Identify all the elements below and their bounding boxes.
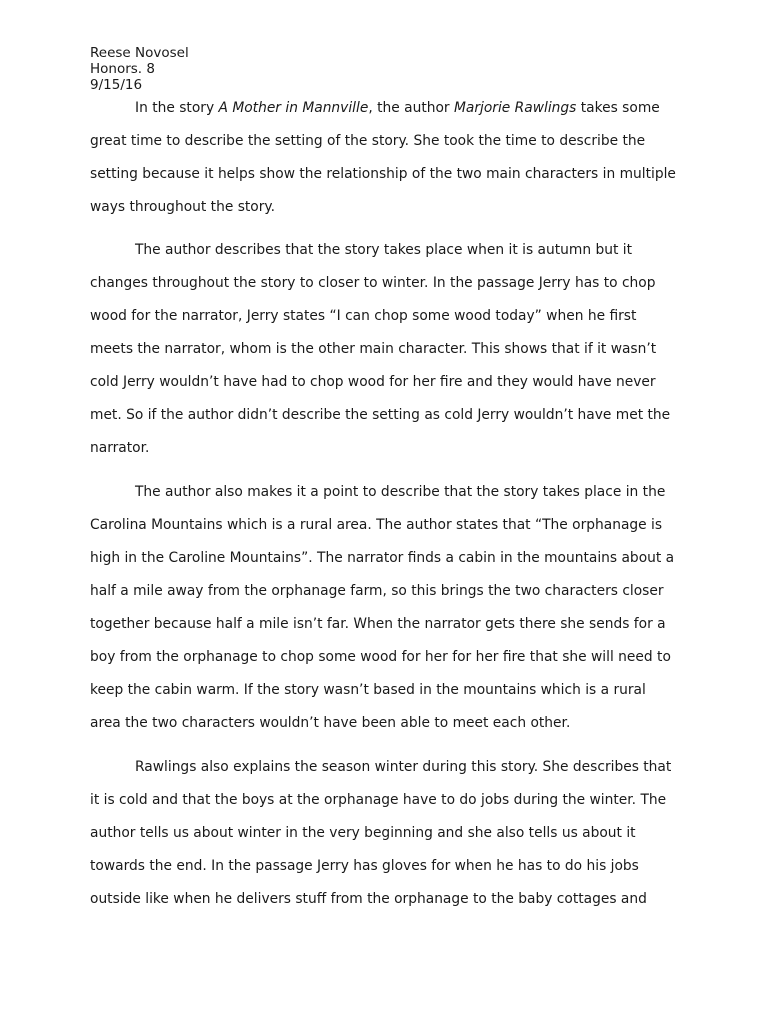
italic-title: A Mother in Mannville (218, 100, 369, 116)
text-run: In the story (135, 100, 219, 116)
text-run: Rawlings also explains the season winter during this story. She describes that (135, 759, 672, 775)
text-run: wood for the narrator, Jerry states “I can chop some wood today” when he first (90, 308, 637, 324)
text-run: it is cold and that the boys at the orphanage have to do jobs during the winter. The (90, 792, 667, 808)
text-run: author tells us about winter in the very beginning and she also tells us about it (90, 825, 636, 841)
essay-paragraph (90, 751, 690, 916)
text-run: setting because it helps show the relationship of the two main characters in multiple (90, 166, 676, 182)
text-run: ways throughout the story. (90, 199, 275, 215)
paragraph-line (90, 191, 690, 224)
text-run: , the author (368, 100, 454, 116)
text-run: narrator. (90, 440, 150, 456)
text-run: meets the narrator, whom is the other main character. This shows that if it wasn’t (90, 341, 657, 357)
paragraph-line (90, 476, 690, 509)
class-name: Honors. 8 (90, 61, 155, 77)
text-run: great time to describe the setting of the story. She took the time to describe the (90, 133, 646, 149)
text-run: The author describes that the story takes place when it is autumn but it (135, 242, 633, 258)
paragraph-line (90, 267, 690, 300)
text-run: high in the Caroline Mountains”. The narrator finds a cabin in the mountains about a (90, 550, 675, 566)
essay-date: 9/15/16 (90, 77, 143, 93)
paragraph-line (90, 432, 690, 465)
essay-paragraph (90, 92, 690, 224)
essay-paragraph (90, 234, 690, 465)
text-run: together because half a mile isn’t far. When the narrator gets there she sends for a (90, 616, 666, 632)
paragraph-line (90, 674, 690, 707)
paragraph-line (90, 641, 690, 674)
paragraph-line (90, 92, 690, 125)
text-run: changes throughout the story to closer to winter. In the passage Jerry has to chop (90, 275, 656, 291)
text-run: half a mile away from the orphanage farm, so this brings the two characters closer (90, 583, 664, 599)
paragraph-line (90, 509, 690, 542)
paragraph-line (90, 608, 690, 641)
text-run: met. So if the author didn’t describe the setting as cold Jerry wouldn’t have met the (90, 407, 671, 423)
text-run: boy from the orphanage to chop some wood for her for her fire that she will need to (90, 649, 671, 665)
paragraph-line (90, 234, 690, 267)
paragraph-line (90, 300, 690, 333)
paragraph-line (90, 542, 690, 575)
paragraph-line (90, 883, 690, 916)
paragraph-line (90, 850, 690, 883)
text-run: keep the cabin warm. If the story wasn’t based in the mountains which is a rural (90, 682, 646, 698)
text-run: area the two characters wouldn’t have been able to meet each other. (90, 715, 571, 731)
essay-body (90, 92, 690, 927)
essay-paragraph (90, 476, 690, 740)
paragraph-line (90, 575, 690, 608)
paragraph-line (90, 366, 690, 399)
essay-header (90, 45, 189, 93)
paragraph-line (90, 707, 690, 740)
paragraph-line (90, 399, 690, 432)
text-run: The author also makes it a point to describe that the story takes place in the (135, 484, 666, 500)
text-run: Carolina Mountains which is a rural area. The author states that “The orphanage is (90, 517, 663, 533)
italic-title: Marjorie Rawlings (454, 100, 577, 116)
text-run: outside like when he delivers stuff from the orphanage to the baby cottages and (90, 891, 647, 907)
paragraph-line (90, 333, 690, 366)
paragraph-line (90, 125, 690, 158)
text-run: cold Jerry wouldn’t have had to chop wood for her fire and they would have never (90, 374, 656, 390)
author-name: Reese Novosel (90, 45, 189, 61)
text-run: towards the end. In the passage Jerry has gloves for when he has to do his jobs (90, 858, 639, 874)
paragraph-line (90, 158, 690, 191)
text-run: takes some (576, 100, 660, 116)
paragraph-line (90, 817, 690, 850)
paragraph-line (90, 751, 690, 784)
paragraph-line (90, 784, 690, 817)
